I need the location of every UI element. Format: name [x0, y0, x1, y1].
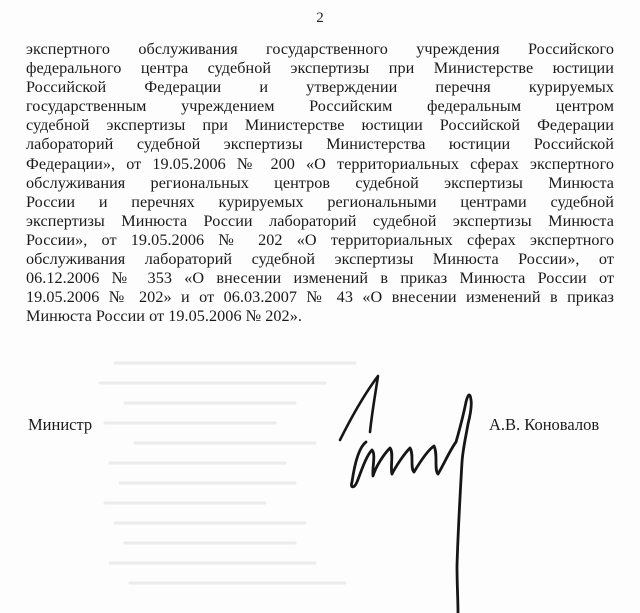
text-line: федерального центра судебной экспертизы при Министерстве юстиции — [26, 59, 614, 78]
text-line: государственным учреждением Российским федеральным центром — [26, 97, 614, 116]
text-line-final: Минюста России от 19.05.2006 № 202». — [26, 307, 302, 326]
text-line: Федерации», от 19.05.2006 № 200 «О территориальных сферах экспертного — [26, 154, 614, 173]
text-line: судебной экспертизы при Министерстве юстиции Российской Федерации — [26, 116, 614, 135]
document-body — [26, 40, 614, 326]
text-line: экспертизы Минюста России лабораторий судебной экспертизы Минюста — [26, 211, 614, 230]
text-line: России и перечнях курируемых региональными центрами судебной — [26, 192, 614, 211]
text-line: России», от 19.05.2006 № 202 «О территориальных сферах экспертного — [26, 230, 614, 249]
text-line: 19.05.2006 № 202» и от 06.03.2007 № 43 «О внесении изменений в приказ — [26, 288, 614, 307]
signer-name: А.В. Коновалов — [489, 415, 600, 434]
text-line: обслуживания региональных центров судебной экспертизы Минюста — [26, 173, 614, 192]
text-line: экспертного обслуживания государственного учреждения Российского — [26, 40, 614, 58]
text-line: обслуживания лабораторий судебной экспертизы Минюста России», от — [26, 250, 614, 269]
text-line: лабораторий судебной экспертизы Министерства юстиции Российской — [26, 135, 614, 154]
handwritten-signature — [330, 370, 490, 613]
text-line: Российской Федерации и утверждении перечня курируемых — [26, 78, 614, 97]
signer-title: Министр — [28, 415, 93, 434]
page-number: 2 — [316, 10, 324, 26]
text-line: 06.12.2006 № 353 «О внесении изменений в приказ Минюста России от — [26, 269, 614, 288]
